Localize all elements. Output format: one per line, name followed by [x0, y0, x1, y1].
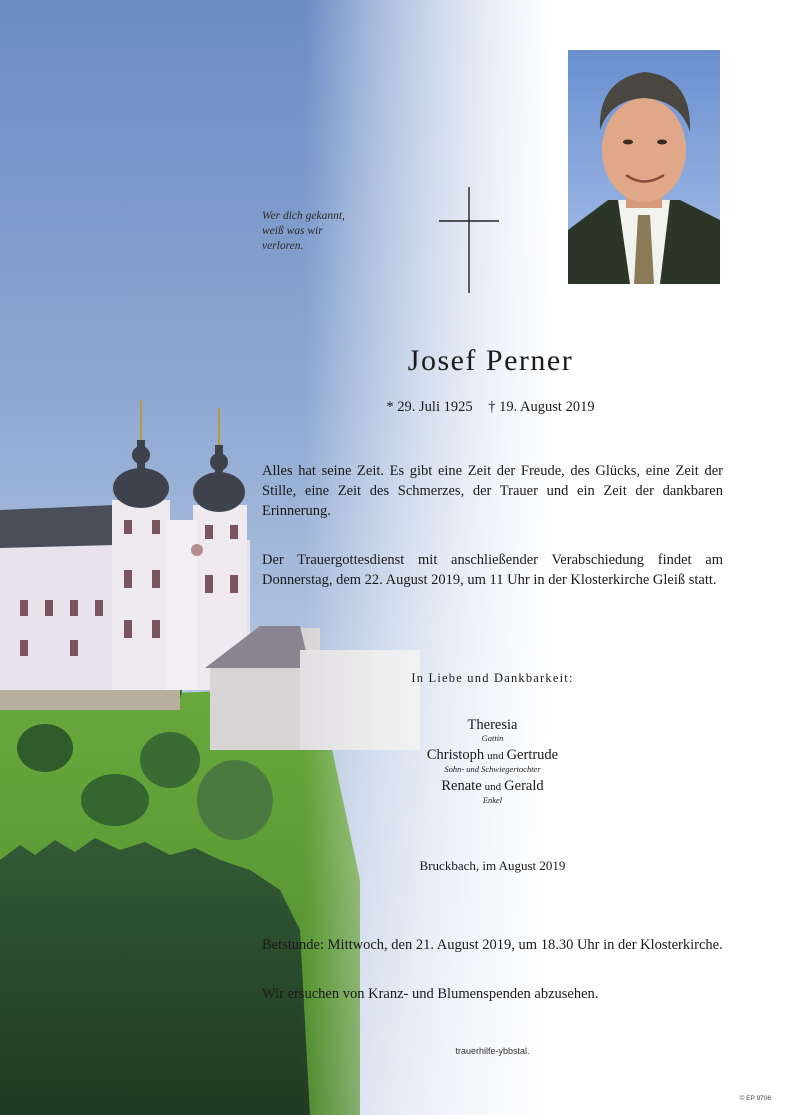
family-entry	[262, 777, 723, 805]
service-paragraph: Der Trauergottesdienst mit anschließender Verabschiedung findet am Donnerstag, dem 22. August 2019, um 11 Uhr in der Klosterkirche Gleiß statt.	[262, 552, 723, 588]
family-name-primary: Christoph	[426, 747, 485, 763]
thanks-heading: In Liebe und Dankbarkeit:	[411, 671, 574, 685]
memorial-quote	[262, 209, 412, 254]
family-name-partner: Gerald	[504, 778, 544, 794]
intro-paragraph: Alles hat seine Zeit. Es gibt eine Zeit der Freude, des Glücks, eine Zeit der Stille, eine Zeit des Schmerzes, der Trauer und ein Zeit der dankbaren Erinnerung.	[262, 463, 723, 519]
family-conjunction: und	[487, 750, 504, 762]
place-date: Bruckbach, im August 2019	[419, 858, 566, 873]
family-names	[262, 716, 723, 734]
prayer-hour-paragraph: Betstunde: Mittwoch, den 21. August 2019, um 18.30 Uhr in der Klosterkirche.	[262, 937, 723, 953]
family-name-primary: Renate	[441, 778, 482, 794]
family-role: Gattin	[481, 733, 504, 743]
birth-date: * 29. Juli 1925	[386, 399, 473, 415]
life-dates	[0, 399, 785, 416]
family-conjunction: und	[484, 781, 502, 793]
death-date: † 19. August 2019	[488, 399, 595, 415]
family-names	[262, 746, 723, 765]
footer-credit: trauerhilfe-ybbstal.	[455, 1046, 530, 1056]
quote-line-1: Wer dich gekannt,	[262, 210, 345, 222]
family-role: Enkel	[482, 795, 503, 805]
quote-line-2: weiß was wir	[262, 225, 323, 237]
family-entry	[262, 716, 723, 743]
family-list	[262, 716, 723, 808]
quote-line-3: verloren.	[262, 240, 304, 252]
deceased-name: Josef Perner	[407, 344, 574, 377]
family-entry	[262, 746, 723, 774]
family-role: Sohn- und Schwiegertochter	[444, 764, 541, 774]
family-name-partner: Gertrude	[506, 747, 559, 763]
family-names	[262, 777, 723, 796]
portrait-photo	[568, 50, 720, 284]
family-name-primary: Theresia	[467, 717, 518, 733]
flowers-note: Wir ersuchen von Kranz- und Blumenspenden abzusehen.	[262, 986, 599, 1002]
print-code: © EP 9706	[739, 1095, 771, 1102]
cross-icon	[437, 187, 501, 293]
